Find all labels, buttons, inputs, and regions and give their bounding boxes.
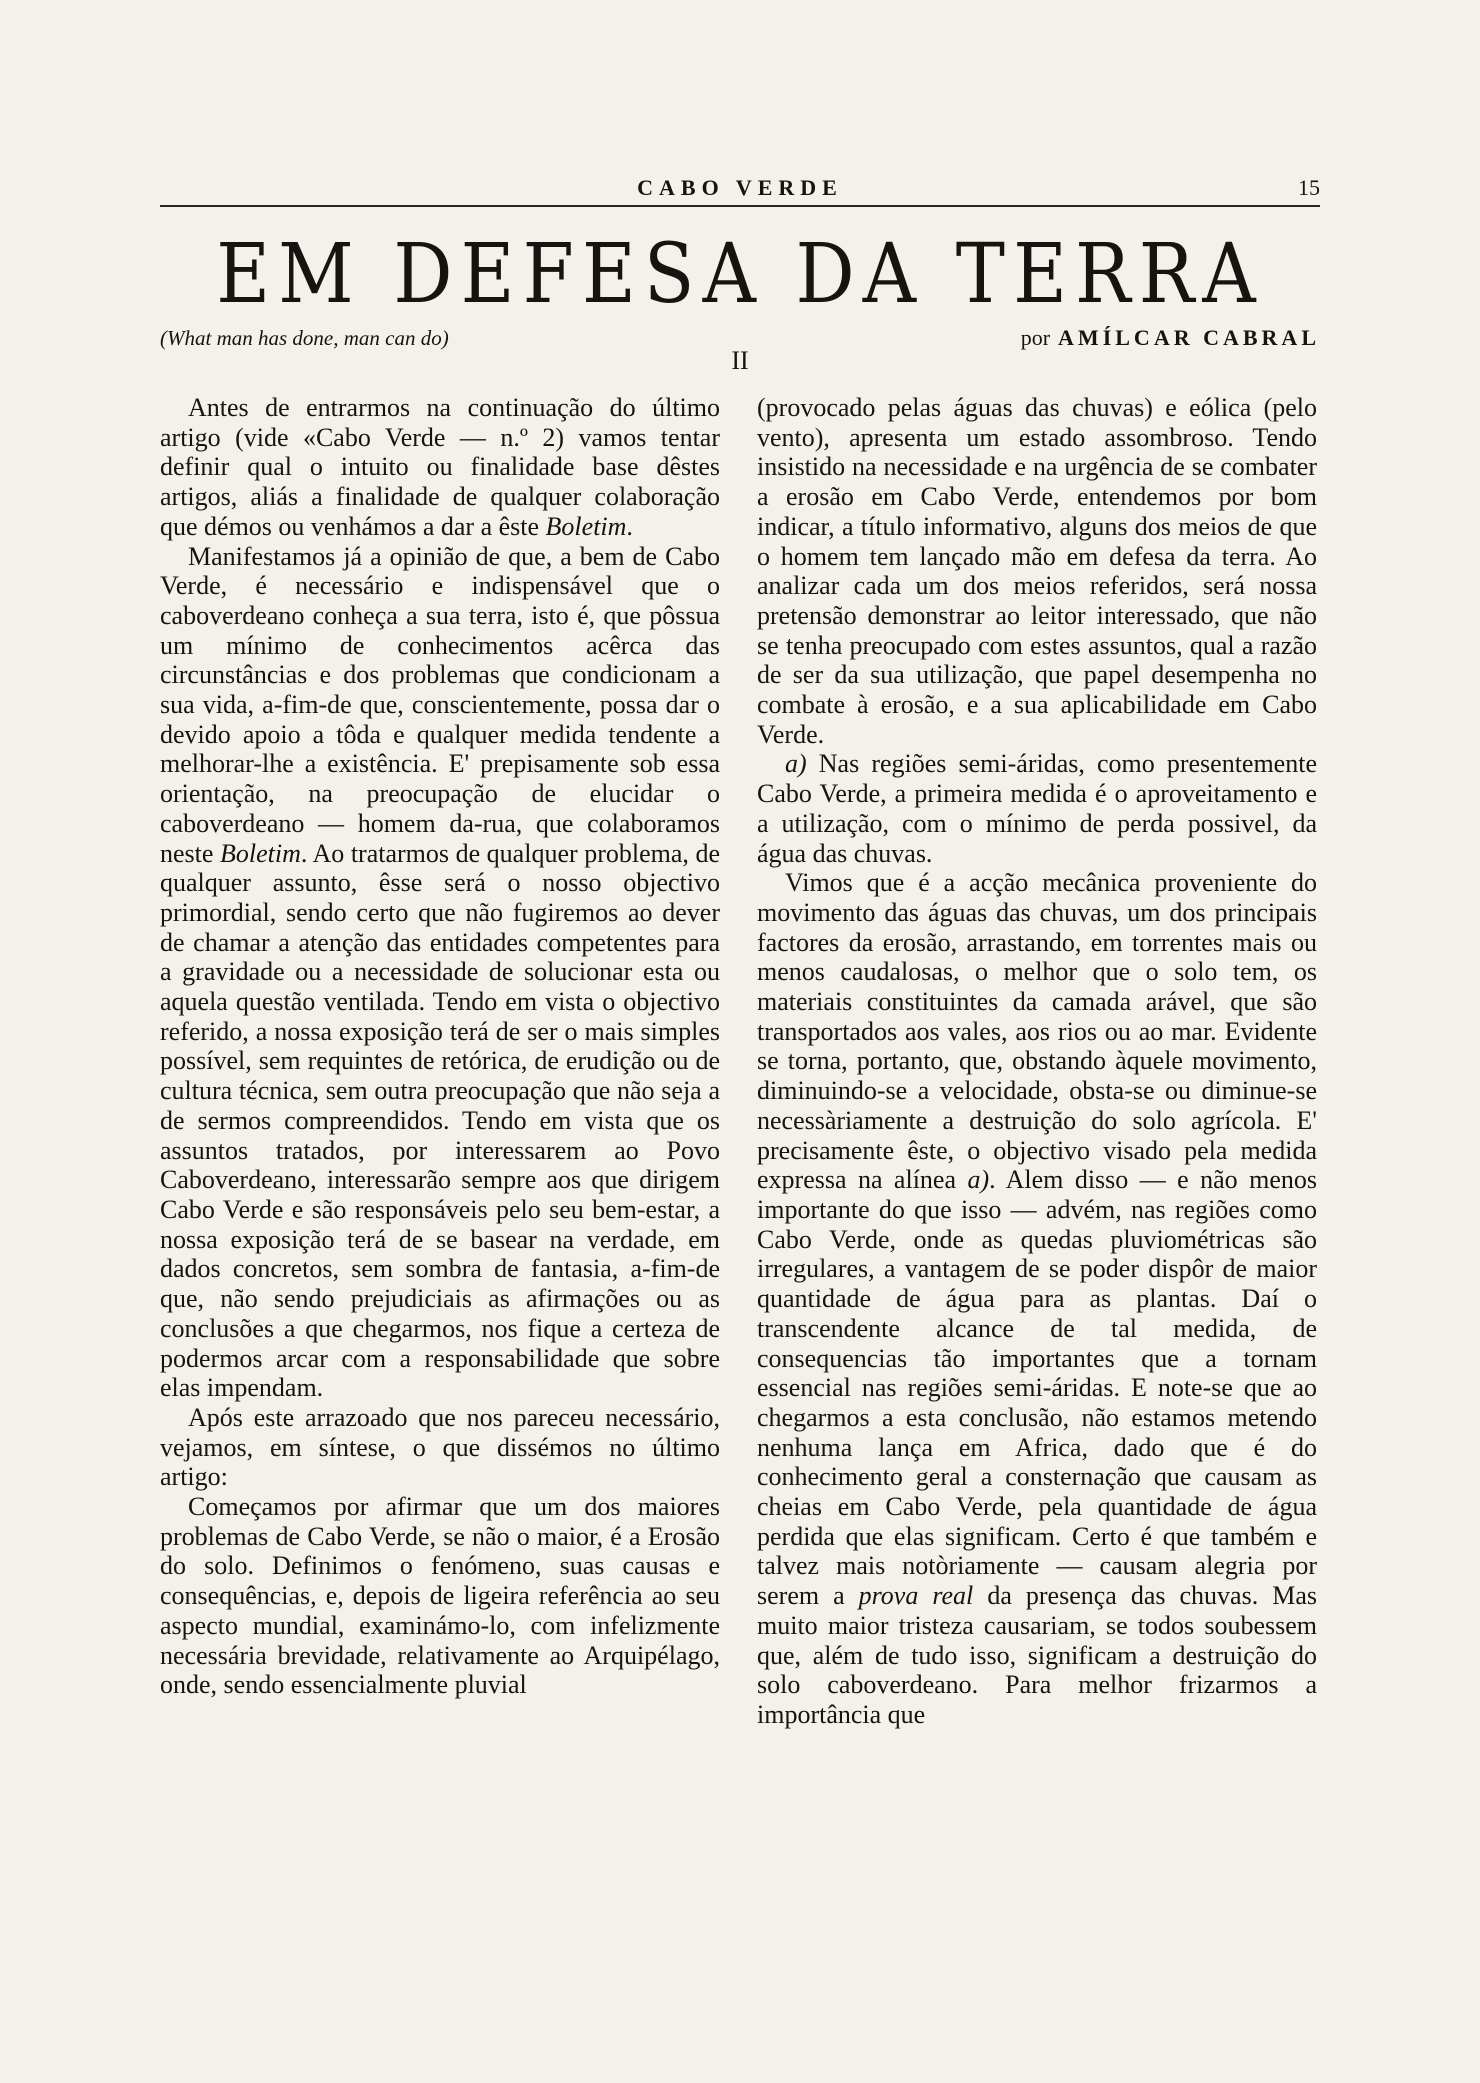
page-number: 15 — [1298, 175, 1320, 200]
section-number: II — [731, 346, 749, 375]
paragraph: Após este arrazoado que nos pareceu necessário, vejamos, em síntese, o que dissémos no último artigo: — [160, 1402, 720, 1492]
paragraph: Vimos que é a acção mecânica proveniente do movimento das águas das chuvas, um dos principais factores da erosão, arrastando, em torrentes mais ou menos caudalosas, o melhor que o solo tem, os materiais constituintes da camada arável, que são transportados aos vales, aos rios ou ao mar. Evidente se torna, portanto, que, obstando àquele movimento, diminuindo-se a velocidade, obsta-se ou diminue-se necessàriamente a destruição do solo agrícola. E' precisamente êste, o objectivo visado pela medida expressa na alínea a). Alem disso — e não menos importante do que isso — advém, nas regiões como Cabo Verde, onde as quedas pluviométricas são irregulares, a vantagem de se poder dispôr de maior quantidade de água para as plantas. Daí o transcendente alcance de tal medida, de consequencias tão importantes que a tornam essencial nas regiões semi-áridas. E note-se que ao chegarmos a esta conclusão, não estamos metendo nenhuma lança em Africa, dado que é do conhecimento geral a consternação que causam as cheias em Cabo Verde, pela quantidade de água perdida que elas significam. Certo é que também e talvez mais notòriamente — causam alegria por serem a prova real da presença das chuvas. Mas muito maior tristeza causariam, se todos soubessem que, além de tudo isso, significam a destruição do solo caboverdeano. Para melhor frizarmos a importância que — [757, 868, 1317, 1729]
paragraph: (provocado pelas águas das chuvas) e eólica (pelo vento), apresenta um estado assombroso. Tendo insistido na necessidade e na urgência de se combater a erosão em Cabo Verde, entendemos por bom indicar, a título informativo, alguns dos meios de que o homem tem lançado mão em defesa da terra. Ao analizar cada um dos meios referidos, será nossa pretensão demonstrar ao leitor interessado, que não se tenha preocupado com estes assuntos, qual a razão de ser da sua utilização, que papel desempenha no combate à erosão, e a sua aplicabilidade em Cabo Verde. — [757, 393, 1317, 749]
paragraph: a) Nas regiões semi-áridas, como presentemente Cabo Verde, a primeira medida é o aproveitamento e a utilização, com o mínimo de perda possivel, da água das chuvas. — [757, 749, 1317, 868]
author-name: AMÍLCAR CABRAL — [1058, 325, 1320, 350]
left-column — [160, 393, 720, 1700]
byline — [1021, 325, 1320, 351]
epigraph: (What man has done, man can do) — [160, 326, 449, 350]
paragraph: Manifestamos já a opinião de que, a bem de Cabo Verde, é necessário e indispensável que o caboverdeano conheça a sua terra, isto é, que pôssua um mínimo de conhecimentos acêrca das circunstâncias e dos problemas que condicionam a sua vida, a-fim-de que, conscientemente, possa dar o devido apoio a tôda e qualquer medida tendente a melhorar-lhe a existência. E' prepisamente sob essa orientação, na preocupação de elucidar o caboverdeano — homem da-rua, que colaboramos neste Boletim. Ao tratarmos de qualquer problema, de qualquer assunto, êsse será o nosso objectivo primordial, sendo certo que não fugiremos ao dever de chamar a atenção das entidades competentes para a gravidade ou a necessidade de solucionar esta ou aquela questão ventilada. Tendo em vista o objectivo referido, a nossa exposição terá de ser o mais simples possível, sem requintes de retórica, de erudição ou de cultura técnica, sem outra preocupação que não seja a de sermos compreendidos. Tendo em vista que os assuntos tratados, por interessarem ao Povo Caboverdeano, interessarão sempre aos que dirigem Cabo Verde e são responsáveis pelo seu bem-estar, a nossa exposição terá de se basear na verdade, em dados concretos, sem sombra de fantasia, a-fim-de que, não sendo prejudiciais as afirmações ou as conclusões a que chegarmos, nos fique a certeza de podermos arcar com a responsabilidade que sobre elas impendam. — [160, 541, 720, 1403]
right-column — [757, 393, 1317, 1730]
running-title: CABO VERDE — [637, 175, 843, 200]
paragraph: Começamos por afirmar que um dos maiores problemas de Cabo Verde, se não o maior, é a Erosão do solo. Definimos o fenómeno, suas causas e consequências, e, depois de ligeira referência ao seu aspecto mundial, examinámo-lo, com infelizmente necessária brevidade, relativamente ao Arquipélago, onde, sendo essencialmente pluvial — [160, 1492, 720, 1700]
byline-prefix: por — [1020, 325, 1051, 350]
article-title: EM DEFESA DA TERRA — [216, 227, 1264, 322]
running-head — [160, 175, 1320, 207]
paragraph: Antes de entrarmos na continuação do último artigo (vide «Cabo Verde — n.º 2) vamos tentar definir qual o intuito ou finalidade base dêstes artigos, aliás a finalidade de qualquer colaboração que démos ou venhámos a dar a êste Boletim. — [160, 393, 720, 541]
